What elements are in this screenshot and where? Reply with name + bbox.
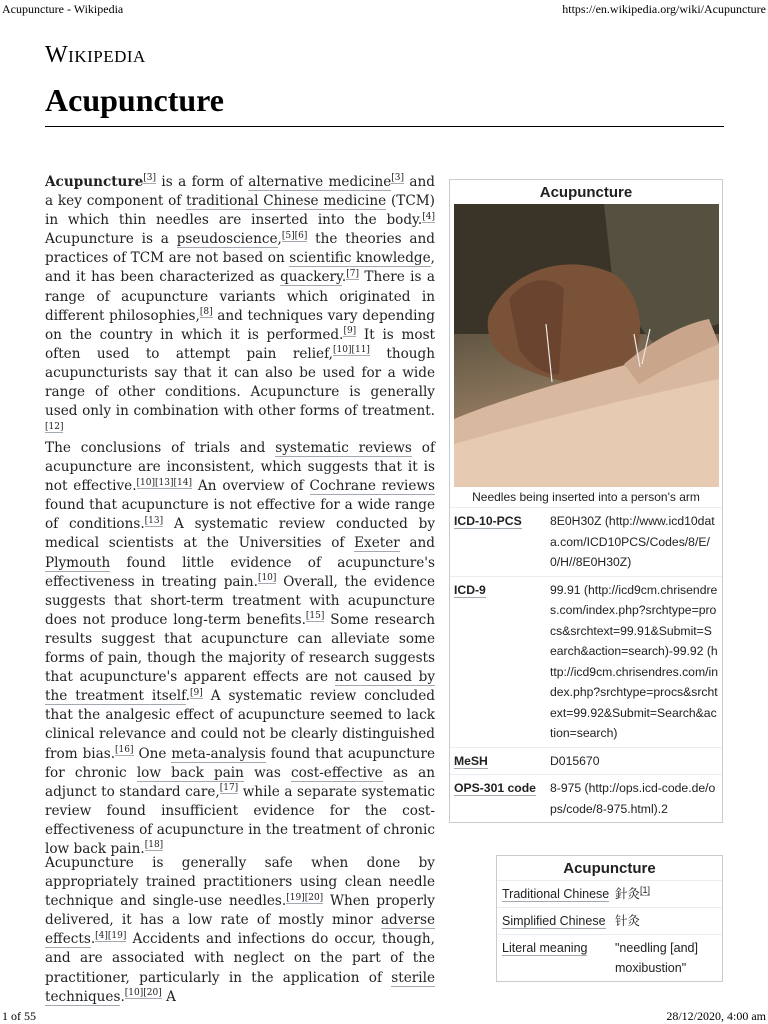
citation-ref[interactable]: [20] bbox=[143, 988, 162, 999]
chinese-infobox-value: "needling [and] moxibustion" bbox=[615, 941, 698, 975]
wiki-link[interactable]: Plymouth bbox=[45, 554, 111, 571]
wiki-link[interactable]: meta-analysis bbox=[171, 745, 266, 762]
citation-ref[interactable]: [9] bbox=[190, 687, 203, 698]
citation-ref[interactable]: [14] bbox=[173, 477, 192, 488]
chinese-infobox-title: Acupuncture bbox=[563, 860, 656, 877]
wiki-link[interactable]: scientific knowledge bbox=[289, 250, 431, 267]
print-footer-timestamp: 28/12/2020, 4:00 am bbox=[666, 1009, 766, 1023]
chinese-infobox-row bbox=[497, 880, 722, 907]
chinese-infobox-row bbox=[497, 907, 722, 934]
lead-paragraph-2: The conclusions of trials and systematic reviews of acupuncture are inconsistent, which suggests that it is not effective.[10][13][14] An overview of Cochrane reviews found that acupuncture is not effective for a wide range of conditions.[13] A systematic review conducted by medical scientists at the Universities of Exeter and Plymouth found little evidence of acupuncture's effectiveness in treating pain.[10] Overall, the evidence suggests that short-term treatment with acupuncture does not produce long-term benefits.[15] Some research results suggest that acupuncture can alleviate some forms of pain, though the majority of research suggests that acupuncture's apparent effects are not caused by the treatment itself.[9] A systematic review concluded that the analgesic effect of acupuncture seemed to lack clinical relevance and could not be clearly distinguished from bias.[16] One meta-analysis found that acupuncture for chronic low back pain was cost-effective as an adjunct to standard care,[17] while a separate systematic review found insufficient evidence for the cost-effectiveness of acupuncture in the treatment of chronic low back pain.[18] bbox=[45, 440, 436, 857]
wiki-link[interactable]: alternative medicine bbox=[248, 174, 392, 190]
wiki-link[interactable]: cost-effective bbox=[290, 764, 383, 781]
chinese-infobox-label[interactable]: Traditional Chinese bbox=[502, 887, 610, 901]
infobox-row-value[interactable]: D015670 bbox=[550, 753, 600, 768]
citation-ref[interactable]: [13] bbox=[155, 477, 174, 488]
citation-ref[interactable]: [19] bbox=[286, 892, 305, 903]
citation-ref[interactable]: [18] bbox=[144, 840, 164, 851]
citation-ref[interactable]: [10] bbox=[124, 988, 144, 999]
article-title: Acupuncture bbox=[45, 82, 224, 118]
lead-paragraph-1: Acupuncture[3] is a form of alternative medicine[3] and a key component of traditional Chinese medicine (TCM) in which thin needles are inserted into the body.[4] Acupuncture is a pseudoscience,[5][6] the theories and practices of TCM are not based on scientific knowledge, and it has been characterized as quackery.[7] There is a range of acupuncture variants which originated in different philosophies,[8] and techniques vary depending on the country in which it is performed.[9] It is most often used to attempt pain relief,[10][11] though acupuncturists say that it can also be used for a wide range of other conditions. Acupuncture is generally used only in combination with other forms of treatment.[12] bbox=[45, 173, 436, 432]
wiki-link[interactable]: quackery bbox=[280, 269, 342, 286]
citation-ref[interactable]: [6] bbox=[294, 230, 308, 241]
chinese-name-infobox bbox=[496, 855, 723, 982]
citation-ref[interactable]: [13] bbox=[144, 515, 164, 526]
infobox-row-label[interactable]: MeSH bbox=[454, 753, 488, 768]
needles-in-arm-illustration bbox=[454, 204, 719, 487]
wiki-link[interactable]: traditional Chinese medicine bbox=[186, 193, 387, 210]
infobox-row-value[interactable]: 8-975 (http://ops.icd-code.de/ops/code/8-975.html).2 bbox=[550, 781, 716, 816]
wiki-link[interactable]: sterile techniques bbox=[45, 969, 435, 1005]
citation-ref[interactable]: [10] bbox=[257, 573, 277, 584]
citation-ref[interactable]: [11] bbox=[351, 345, 370, 356]
citation-ref[interactable]: [10] bbox=[136, 477, 156, 488]
wikipedia-wordmark: Wikipedia bbox=[45, 42, 146, 68]
citation-ref[interactable]: [4] bbox=[422, 211, 435, 222]
infobox-row-label[interactable]: ICD-9 bbox=[454, 582, 486, 597]
infobox-row-label[interactable]: ICD-10-PCS bbox=[454, 514, 522, 528]
citation-ref[interactable]: [10] bbox=[332, 345, 352, 356]
citation-ref[interactable]: [3] bbox=[143, 173, 156, 184]
citation-ref[interactable]: [4] bbox=[95, 930, 108, 941]
citation-ref[interactable]: [20] bbox=[304, 892, 324, 903]
chinese-infobox-value: 针灸 bbox=[615, 914, 641, 928]
citation-ref[interactable]: [1] bbox=[640, 884, 651, 895]
print-header-url[interactable]: https://en.wikipedia.org/wiki/Acupuncture bbox=[562, 2, 766, 16]
wiki-link[interactable]: systematic reviews bbox=[275, 440, 412, 456]
infobox-row bbox=[450, 774, 722, 822]
citation-ref[interactable]: [17] bbox=[219, 783, 239, 794]
title-divider bbox=[45, 126, 724, 127]
chinese-infobox-label[interactable]: Literal meaning bbox=[502, 941, 588, 955]
wiki-link[interactable]: adverse effects bbox=[45, 912, 435, 948]
chinese-infobox-row bbox=[497, 934, 722, 981]
wiki-link[interactable]: Exeter bbox=[354, 535, 400, 552]
infobox-title: Acupuncture bbox=[539, 184, 633, 201]
citation-ref[interactable]: [15] bbox=[305, 611, 325, 622]
infobox-row bbox=[450, 747, 722, 775]
infobox-row bbox=[450, 508, 722, 576]
wiki-link[interactable]: low back pain bbox=[136, 764, 244, 781]
infobox bbox=[449, 179, 723, 823]
wiki-link[interactable]: not caused by the treatment itself bbox=[45, 669, 436, 705]
lead-paragraph-3: Acupuncture is generally safe when done by appropriately trained practitioners using clean needle technique and single-use needles.[19][20] When properly delivered, it has a low rate of mostly minor adverse effects.[4][19] Accidents and infections do occur, though, and are associated with neglect on the part of the practitioner, particularly in the application of sterile techniques.[10][20] A bbox=[45, 855, 435, 1005]
citation-ref[interactable]: [7] bbox=[346, 268, 359, 279]
acupuncture-photo[interactable] bbox=[454, 204, 719, 487]
print-header-title: Acupuncture - Wikipedia bbox=[2, 2, 124, 16]
citation-ref[interactable]: [3] bbox=[391, 173, 405, 184]
bold-term: Acupuncture bbox=[45, 174, 144, 190]
citation-ref[interactable]: [16] bbox=[115, 744, 134, 755]
infobox-row-label[interactable]: OPS-301 code bbox=[454, 781, 536, 795]
wiki-link[interactable]: Cochrane reviews bbox=[309, 478, 436, 495]
infobox-caption: Needles being inserted into a person's arm bbox=[450, 487, 722, 508]
citation-ref[interactable]: [12] bbox=[45, 421, 64, 432]
infobox-row-value[interactable]: 8E0H30Z (http://www.icd10data.com/ICD10PCS/Codes/8/E/0/H//8E0H30Z) bbox=[550, 514, 715, 569]
print-footer-page-count: 1 of 55 bbox=[2, 1009, 36, 1023]
citation-ref[interactable]: [5] bbox=[281, 230, 295, 241]
infobox-row bbox=[450, 576, 722, 747]
chinese-infobox-value: 針灸[1] bbox=[615, 884, 651, 901]
wiki-link[interactable]: pseudoscience bbox=[176, 231, 278, 248]
citation-ref[interactable]: [19] bbox=[107, 930, 127, 941]
infobox-row-value[interactable]: 99.91 (http://icd9cm.chrisendres.com/index.php?srchtype=procs&srchtext=99.91&Submit=Search&action=search)-99.92 (http://icd9cm.chrisendres.com/index.php?srchtype=procs&srchtext=99.92&Submit=Search&action=search) bbox=[550, 582, 718, 740]
chinese-infobox-label[interactable]: Simplified Chinese bbox=[502, 914, 606, 928]
citation-ref[interactable]: [9] bbox=[343, 326, 357, 337]
citation-ref[interactable]: [8] bbox=[199, 307, 213, 318]
